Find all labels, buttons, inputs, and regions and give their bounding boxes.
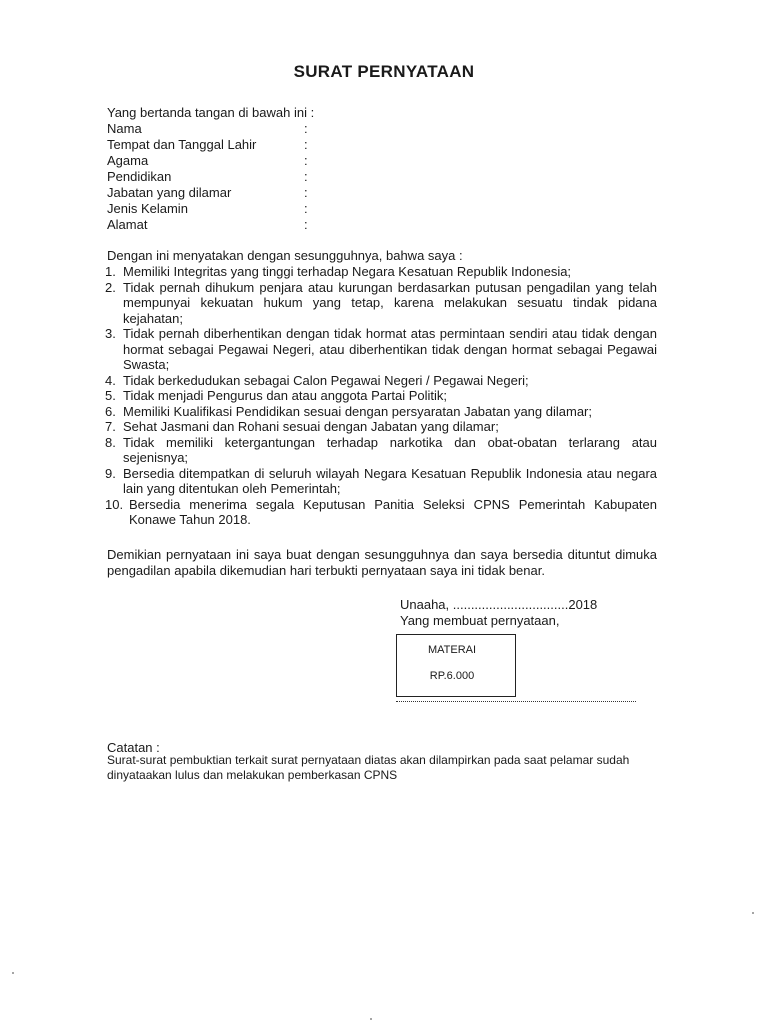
field-label: Tempat dan Tanggal Lahir <box>107 137 257 152</box>
page-title: SURAT PERNYATAAN <box>293 62 475 81</box>
field-label: Pendidikan <box>107 169 172 184</box>
field-separator: : <box>304 185 308 200</box>
place-date: Unaaha, ................................2018 <box>400 597 598 612</box>
item-text: Tidak pernah diberhentikan dengan tidak hormat atas permintaan sendiri atau tidak dengan hormat sebagai Pegawai Negeri, atau diberhentikan tidak dengan hormat sebagai Pegawai Swasta; <box>123 326 657 372</box>
item-number: 3. <box>105 326 116 341</box>
item-number: 10. <box>105 496 124 512</box>
stamp-label: MATERAI <box>427 644 477 656</box>
item-number: 2. <box>105 279 116 295</box>
note-text: Surat-surat pembuktian terkait surat pernyataan diatas akan dilampirkan pada saat pelamar sudah dinyataakan lulus dan melakukan pemberkasan CPNS <box>107 753 630 782</box>
item-text: Tidak pernah dihukum penjara atau kurungan berdasarkan putusan pengadilan yang telah mempunyai kekuatan hukum yang tetap, karena melakukan sesuatu tindak pidana kejahatan; <box>123 279 657 326</box>
item-text: Tidak berkedudukan sebagai Calon Pegawai Negeri / Pegawai Negeri; <box>123 372 529 388</box>
item-number: 6. <box>105 403 116 419</box>
field-separator: : <box>304 217 308 232</box>
field-nama <box>107 121 327 137</box>
list-item <box>107 497 657 528</box>
item-text: Memiliki Kualifikasi Pendidikan sesuai dengan persyaratan Jabatan yang dilamar; <box>123 403 592 419</box>
item-text: Tidak memiliki ketergantungan terhadap narkotika dan obat-obatan terlarang atau sejenisnya; <box>123 434 657 465</box>
closing-text: Demikian pernyataan ini saya buat dengan sesungguhnya dan saya bersedia dituntut dimuka pengadilan apabila dikemudian hari terbukti pernyataan saya ini tidak benar. <box>107 547 657 578</box>
identity-fields <box>107 121 327 233</box>
list-item <box>107 326 657 373</box>
stamp-value: RP.6.000 <box>429 670 475 682</box>
field-agama <box>107 153 327 169</box>
list-item <box>107 419 657 435</box>
intro-text: Yang bertanda tangan di bawah ini : <box>107 105 315 120</box>
field-label: Jabatan yang dilamar <box>107 185 232 200</box>
list-item <box>107 435 657 466</box>
field-label: Agama <box>107 153 149 168</box>
item-text: Tidak menjadi Pengurus dan atau anggota Partai Politik; <box>123 388 447 403</box>
list-item <box>107 388 657 404</box>
scan-speck <box>752 912 754 914</box>
item-number: 4. <box>105 372 116 388</box>
field-separator: : <box>304 153 308 168</box>
field-separator: : <box>304 121 308 136</box>
field-label: Alamat <box>107 217 148 232</box>
scan-speck <box>370 1018 372 1020</box>
item-text: Memiliki Integritas yang tinggi terhadap Negara Kesatuan Republik Indonesia; <box>123 264 572 279</box>
item-number: 5. <box>105 388 116 403</box>
item-number: 8. <box>105 434 116 450</box>
item-number: 7. <box>105 419 116 434</box>
item-number: 9. <box>105 465 116 481</box>
field-separator: : <box>304 137 308 152</box>
item-text: Sehat Jasmani dan Rohani sesuai dengan Jabatan yang dilamar; <box>123 419 499 434</box>
field-label: Nama <box>107 121 142 136</box>
list-item <box>107 264 657 280</box>
field-pendidikan <box>107 169 327 185</box>
statement-text: Dengan ini menyatakan dengan sesungguhnya, bahwa saya : <box>107 248 463 263</box>
item-text: Bersedia menerima segala Keputusan Panitia Seleksi CPNS Pemerintah Kabupaten Konawe Tahun 2018. <box>129 496 657 527</box>
field-jenis-kelamin <box>107 201 327 217</box>
field-jabatan <box>107 185 327 201</box>
signature-caption: Yang membuat pernyataan, <box>400 613 560 628</box>
list-item <box>107 466 657 497</box>
statement-list <box>107 264 657 528</box>
list-item <box>107 280 657 327</box>
list-item <box>107 404 657 420</box>
stamp-box <box>396 634 516 697</box>
item-number: 1. <box>105 264 116 279</box>
list-item <box>107 373 657 389</box>
signature-line <box>396 695 636 702</box>
item-text: Bersedia ditempatkan di seluruh wilayah Negara Kesatuan Republik Indonesia atau negara lain yang ditentukan oleh Pemerintah; <box>123 465 657 496</box>
note-label: Catatan : <box>107 740 160 755</box>
field-separator: : <box>304 169 308 184</box>
scan-speck <box>12 972 14 974</box>
field-label: Jenis Kelamin <box>107 201 188 216</box>
field-tempat-tanggal-lahir <box>107 137 327 153</box>
field-alamat <box>107 217 327 233</box>
field-separator: : <box>304 201 308 216</box>
